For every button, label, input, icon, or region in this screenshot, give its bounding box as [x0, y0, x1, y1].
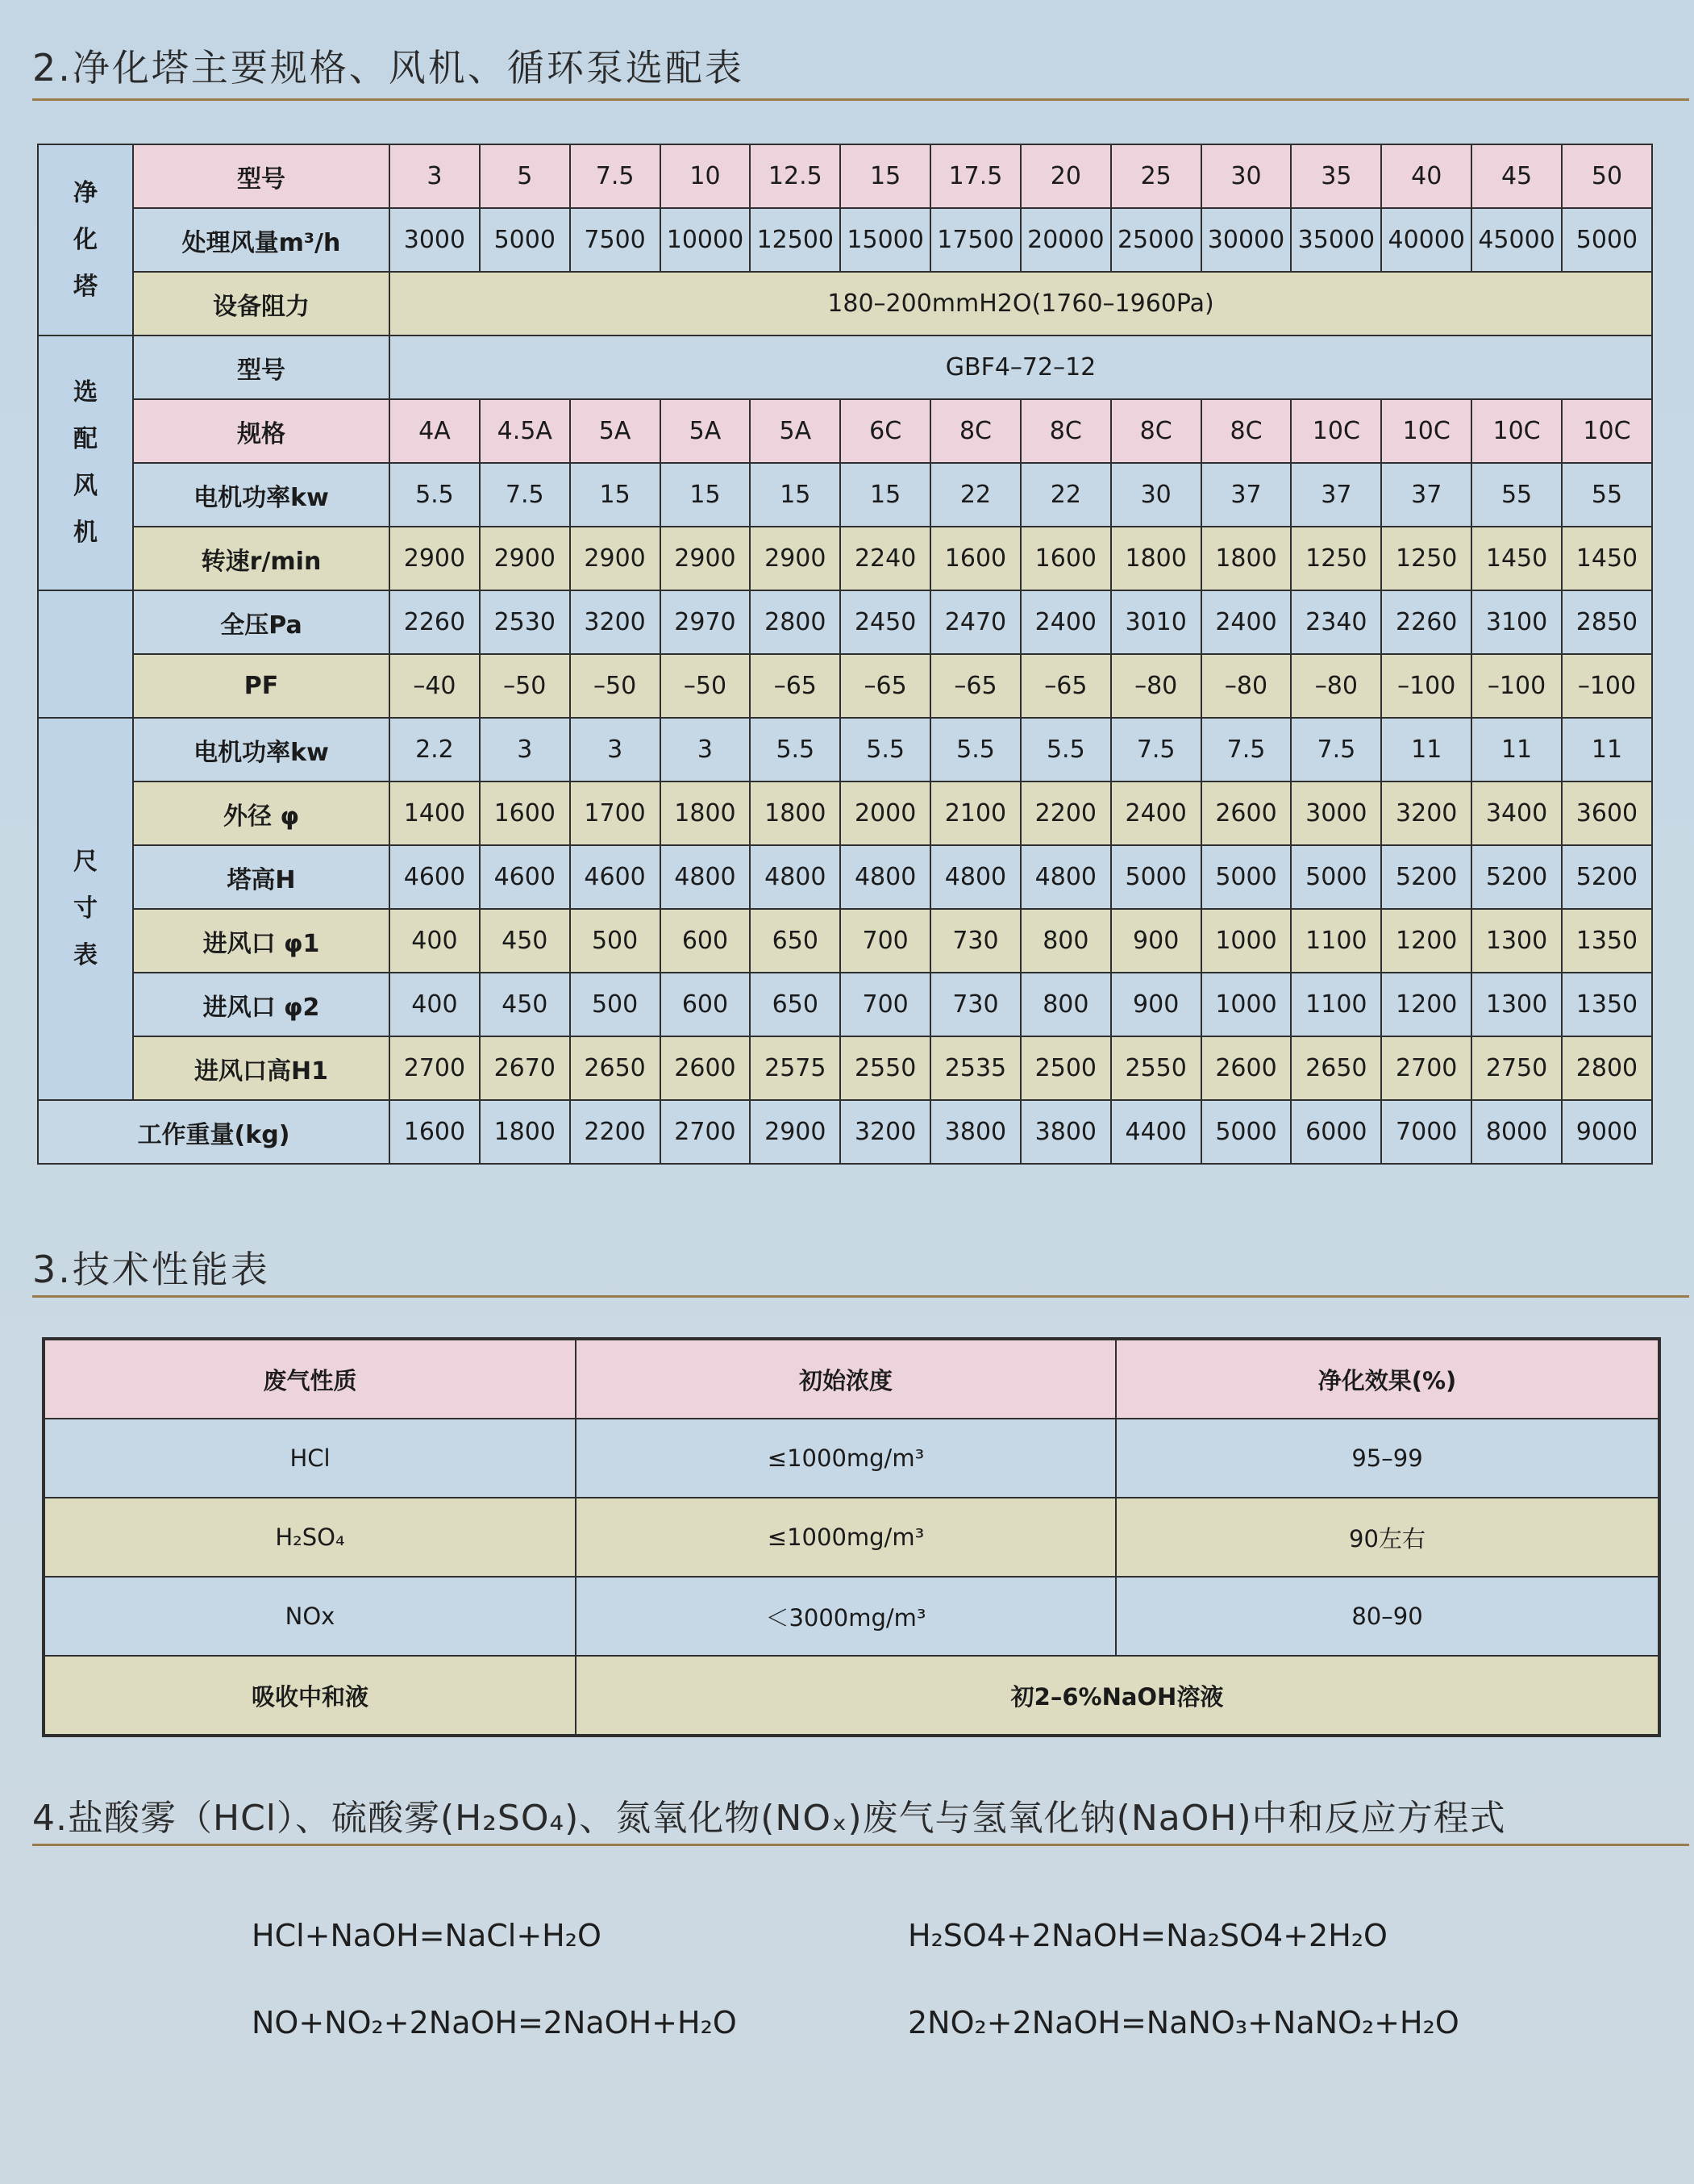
table-cell: 3100	[1471, 590, 1562, 654]
table-cell: 5000	[480, 208, 570, 272]
table-cell: 2.2	[389, 718, 480, 781]
perf-cell: H₂SO₄	[44, 1498, 576, 1577]
table-cell: 2970	[660, 590, 751, 654]
merged-value: GBF4–72–12	[389, 336, 1652, 399]
table-cell: 2900	[570, 527, 660, 590]
table-cell: 40	[1381, 144, 1471, 208]
table-cell: 5.5	[840, 718, 930, 781]
table-cell: 1800	[1201, 527, 1292, 590]
spec-row-inlet1	[38, 909, 1652, 973]
table-cell: 3	[660, 718, 751, 781]
merged-value: 180–200mmH2O(1760–1960Pa)	[389, 272, 1652, 336]
table-cell: –65	[750, 654, 840, 718]
table-cell: 17500	[930, 208, 1021, 272]
table-cell: 2500	[1021, 1036, 1111, 1100]
row-label: 型号	[133, 336, 389, 399]
table-cell: 4800	[840, 845, 930, 909]
table-cell: 2700	[389, 1036, 480, 1100]
table-cell: 22	[930, 463, 1021, 527]
table-cell: 2200	[1021, 781, 1111, 845]
row-label: 型号	[133, 144, 389, 208]
table-cell: 4600	[570, 845, 660, 909]
table-cell: 650	[750, 909, 840, 973]
table-cell: 3200	[570, 590, 660, 654]
table-cell: 800	[1021, 973, 1111, 1036]
absorb-label: 吸收中和液	[44, 1656, 576, 1736]
group-label-pump	[38, 590, 133, 718]
perf-header-row	[44, 1339, 1659, 1419]
table-cell: 5000	[1562, 208, 1652, 272]
table-cell: 2600	[1201, 781, 1292, 845]
table-cell: 3800	[1021, 1100, 1111, 1164]
spec-row-airflow	[38, 208, 1652, 272]
section-4-title: 4.盐酸雾（HCl）、硫酸雾(H₂SO₄)、氮氧化物(NOₓ)废气与氢氧化钠(NaOH)中和反应方程式	[32, 1798, 1506, 1839]
spec-table	[37, 144, 1653, 1165]
table-cell: 1800	[480, 1100, 570, 1164]
table-cell: 50	[1562, 144, 1652, 208]
table-cell: 4800	[750, 845, 840, 909]
row-label: PF	[133, 654, 389, 718]
table-cell: 2260	[389, 590, 480, 654]
table-cell: 3	[389, 144, 480, 208]
group-char: 寸	[73, 894, 98, 923]
table-cell: 5	[480, 144, 570, 208]
table-cell: 2850	[1562, 590, 1652, 654]
spec-row-inlet2	[38, 973, 1652, 1036]
table-cell: 30	[1201, 144, 1292, 208]
table-cell: 7000	[1381, 1100, 1471, 1164]
table-cell: 5A	[570, 399, 660, 463]
table-cell: 15	[840, 463, 930, 527]
equation-h2so4: H₂SO4+2NaOH=Na₂SO4+2H₂O	[908, 1918, 1388, 1953]
table-cell: 7.5	[570, 144, 660, 208]
table-cell: 800	[1021, 909, 1111, 973]
table-cell: 2000	[840, 781, 930, 845]
table-cell: 1350	[1562, 909, 1652, 973]
table-cell: –50	[660, 654, 751, 718]
table-cell: 5A	[750, 399, 840, 463]
table-cell: 450	[480, 909, 570, 973]
row-label: 进风口 φ2	[133, 973, 389, 1036]
table-cell: 25000	[1111, 208, 1201, 272]
table-cell: 1200	[1381, 973, 1471, 1036]
table-cell: 35000	[1291, 208, 1381, 272]
group-char: 化	[73, 225, 98, 254]
perf-cell: ＜3000mg/m³	[576, 1577, 1116, 1656]
table-cell: 11	[1562, 718, 1652, 781]
absorb-value: 初2–6%NaOH溶液	[576, 1656, 1659, 1736]
spec-row-pump_power	[38, 718, 1652, 781]
spec-row-weight	[38, 1100, 1652, 1164]
group-char: 风	[73, 472, 98, 500]
table-cell: 35	[1291, 144, 1381, 208]
table-cell: 3800	[930, 1100, 1021, 1164]
table-cell: 11	[1471, 718, 1562, 781]
table-cell: 3600	[1562, 781, 1652, 845]
table-cell: 2900	[750, 527, 840, 590]
table-cell: 730	[930, 909, 1021, 973]
table-cell: 10C	[1471, 399, 1562, 463]
table-cell: 6C	[840, 399, 930, 463]
row-label: 处理风量m³/h	[133, 208, 389, 272]
table-cell: 37	[1201, 463, 1292, 527]
table-cell: 1100	[1291, 909, 1381, 973]
table-cell: 600	[660, 973, 751, 1036]
perf-row	[44, 1577, 1659, 1656]
table-cell: 700	[840, 909, 930, 973]
table-cell: 4800	[660, 845, 751, 909]
table-cell: –100	[1562, 654, 1652, 718]
table-cell: –100	[1471, 654, 1562, 718]
table-cell: 10C	[1381, 399, 1471, 463]
equation-no2: 2NO₂+2NaOH=NaNO₃+NaNO₂+H₂O	[908, 2005, 1459, 2040]
table-cell: 5.5	[389, 463, 480, 527]
table-cell: 1600	[480, 781, 570, 845]
row-label: 工作重量(kg)	[38, 1100, 389, 1164]
table-cell: 5000	[1201, 1100, 1292, 1164]
table-cell: –40	[389, 654, 480, 718]
spec-row-pf	[38, 654, 1652, 718]
table-cell: 15	[660, 463, 751, 527]
group-char: 净	[73, 178, 98, 207]
table-cell: 5.5	[750, 718, 840, 781]
table-cell: 5.5	[930, 718, 1021, 781]
table-cell: 22	[1021, 463, 1111, 527]
table-cell: 2400	[1201, 590, 1292, 654]
table-cell: 2700	[1381, 1036, 1471, 1100]
table-cell: 8000	[1471, 1100, 1562, 1164]
table-cell: 2535	[930, 1036, 1021, 1100]
table-cell: 20	[1021, 144, 1111, 208]
table-cell: 17.5	[930, 144, 1021, 208]
table-cell: 11	[1381, 718, 1471, 781]
table-cell: 2900	[480, 527, 570, 590]
group-char: 塔	[73, 272, 98, 301]
table-cell: 3200	[840, 1100, 930, 1164]
table-cell: 12500	[750, 208, 840, 272]
table-cell: 500	[570, 973, 660, 1036]
perf-cell: NOx	[44, 1577, 576, 1656]
perf-header-cell: 初始浓度	[576, 1339, 1116, 1419]
group-label-fan	[38, 336, 133, 590]
table-cell: 1000	[1201, 909, 1292, 973]
row-label: 电机功率kw	[133, 718, 389, 781]
table-cell: 2470	[930, 590, 1021, 654]
table-cell: 15	[840, 144, 930, 208]
table-cell: 10000	[660, 208, 751, 272]
table-cell: 2400	[1021, 590, 1111, 654]
table-cell: 9000	[1562, 1100, 1652, 1164]
table-cell: 10C	[1291, 399, 1381, 463]
table-cell: 7.5	[480, 463, 570, 527]
table-cell: –50	[480, 654, 570, 718]
table-cell: 730	[930, 973, 1021, 1036]
table-cell: 45000	[1471, 208, 1562, 272]
table-cell: 15000	[840, 208, 930, 272]
section-2-title: 2.净化塔主要规格、风机、循环泵选配表	[32, 46, 744, 90]
table-cell: 8C	[1201, 399, 1292, 463]
table-cell: 500	[570, 909, 660, 973]
table-cell: 2400	[1111, 781, 1201, 845]
section-2-rule	[32, 98, 1689, 101]
table-cell: 2600	[660, 1036, 751, 1100]
spec-row-height	[38, 845, 1652, 909]
table-cell: 2550	[1111, 1036, 1201, 1100]
table-cell: 1800	[1111, 527, 1201, 590]
table-cell: 1100	[1291, 973, 1381, 1036]
spec-row-fan_spec	[38, 399, 1652, 463]
row-label: 规格	[133, 399, 389, 463]
table-cell: 7500	[570, 208, 660, 272]
table-cell: 4600	[389, 845, 480, 909]
table-cell: 5.5	[1021, 718, 1111, 781]
table-cell: –100	[1381, 654, 1471, 718]
table-cell: 400	[389, 973, 480, 1036]
table-cell: 4400	[1111, 1100, 1201, 1164]
table-cell: 2900	[660, 527, 751, 590]
table-cell: 10	[660, 144, 751, 208]
table-cell: 4.5A	[480, 399, 570, 463]
table-cell: 7.5	[1111, 718, 1201, 781]
table-cell: 3400	[1471, 781, 1562, 845]
table-cell: 3000	[1291, 781, 1381, 845]
perf-cell: ≤1000mg/m³	[576, 1419, 1116, 1498]
row-label: 电机功率kw	[133, 463, 389, 527]
table-cell: 650	[750, 973, 840, 1036]
perf-cell: 80–90	[1116, 1577, 1659, 1656]
table-cell: 1300	[1471, 909, 1562, 973]
table-cell: –65	[1021, 654, 1111, 718]
perf-cell: HCl	[44, 1419, 576, 1498]
table-cell: 450	[480, 973, 570, 1036]
table-cell: 1450	[1471, 527, 1562, 590]
table-cell: 2800	[750, 590, 840, 654]
perf-cell: 90左右	[1116, 1498, 1659, 1577]
table-cell: 45	[1471, 144, 1562, 208]
table-cell: 5200	[1562, 845, 1652, 909]
table-cell: –80	[1111, 654, 1201, 718]
table-cell: 2670	[480, 1036, 570, 1100]
table-cell: 37	[1291, 463, 1381, 527]
table-cell: 4800	[1021, 845, 1111, 909]
table-cell: 15	[750, 463, 840, 527]
spec-row-pressure	[38, 590, 1652, 654]
table-cell: 2340	[1291, 590, 1381, 654]
table-cell: 2750	[1471, 1036, 1562, 1100]
row-label: 塔高H	[133, 845, 389, 909]
table-cell: 30	[1111, 463, 1201, 527]
table-cell: 1000	[1201, 973, 1292, 1036]
table-cell: 5000	[1111, 845, 1201, 909]
spec-row-inlet_h	[38, 1036, 1652, 1100]
table-cell: 8C	[1021, 399, 1111, 463]
table-cell: 15	[570, 463, 660, 527]
table-cell: 4A	[389, 399, 480, 463]
table-cell: 20000	[1021, 208, 1111, 272]
table-cell: 5000	[1201, 845, 1292, 909]
perf-absorb-row	[44, 1656, 1659, 1736]
table-cell: 1250	[1381, 527, 1471, 590]
performance-table	[42, 1337, 1661, 1737]
perf-row	[44, 1419, 1659, 1498]
table-cell: 1300	[1471, 973, 1562, 1036]
table-cell: 2450	[840, 590, 930, 654]
perf-header-cell: 废气性质	[44, 1339, 576, 1419]
table-cell: 2800	[1562, 1036, 1652, 1100]
table-cell: 1600	[1021, 527, 1111, 590]
table-cell: 3	[480, 718, 570, 781]
table-cell: –80	[1201, 654, 1292, 718]
spec-row-resistance	[38, 272, 1652, 336]
table-cell: 3200	[1381, 781, 1471, 845]
row-label: 全压Pa	[133, 590, 389, 654]
table-cell: –65	[840, 654, 930, 718]
row-label: 设备阻力	[133, 272, 389, 336]
table-cell: 10C	[1562, 399, 1652, 463]
table-cell: 8C	[1111, 399, 1201, 463]
spec-row-fan_model	[38, 336, 1652, 399]
row-label: 进风口高H1	[133, 1036, 389, 1100]
table-cell: 1600	[930, 527, 1021, 590]
table-cell: 700	[840, 973, 930, 1036]
table-cell: 2650	[1291, 1036, 1381, 1100]
section-3-rule	[32, 1295, 1689, 1298]
table-cell: 3	[570, 718, 660, 781]
table-cell: 5200	[1381, 845, 1471, 909]
perf-cell: 95–99	[1116, 1419, 1659, 1498]
table-cell: 1600	[389, 1100, 480, 1164]
table-cell: 3000	[389, 208, 480, 272]
row-label: 转速r/min	[133, 527, 389, 590]
table-cell: 1250	[1291, 527, 1381, 590]
table-cell: –50	[570, 654, 660, 718]
spec-row-model	[38, 144, 1652, 208]
perf-header-cell: 净化效果(%)	[1116, 1339, 1659, 1419]
perf-cell: ≤1000mg/m³	[576, 1498, 1116, 1577]
table-cell: 5A	[660, 399, 751, 463]
table-cell: 2200	[570, 1100, 660, 1164]
table-cell: 1400	[389, 781, 480, 845]
table-cell: 12.5	[750, 144, 840, 208]
table-cell: 1700	[570, 781, 660, 845]
group-char: 配	[73, 425, 98, 453]
table-cell: 2550	[840, 1036, 930, 1100]
group-label-tower	[38, 144, 133, 336]
equation-no: NO+NO₂+2NaOH=2NaOH+H₂O	[252, 2005, 737, 2040]
group-char: 选	[73, 378, 98, 406]
table-cell: –65	[930, 654, 1021, 718]
table-cell: 900	[1111, 973, 1201, 1036]
table-cell: 40000	[1381, 208, 1471, 272]
table-cell: 1800	[660, 781, 751, 845]
table-cell: 55	[1562, 463, 1652, 527]
group-char: 尺	[73, 848, 98, 876]
table-cell: 25	[1111, 144, 1201, 208]
table-cell: 2600	[1201, 1036, 1292, 1100]
table-cell: 30000	[1201, 208, 1292, 272]
table-cell: 7.5	[1291, 718, 1381, 781]
table-cell: 600	[660, 909, 751, 973]
group-char: 机	[73, 519, 98, 547]
section-3-title: 3.技术性能表	[32, 1248, 270, 1291]
table-cell: 2650	[570, 1036, 660, 1100]
table-cell: 8C	[930, 399, 1021, 463]
section-4-rule	[32, 1844, 1689, 1846]
perf-row	[44, 1498, 1659, 1577]
table-cell: 2260	[1381, 590, 1471, 654]
table-cell: 1800	[750, 781, 840, 845]
group-label-size	[38, 718, 133, 1100]
spec-row-fan_power	[38, 463, 1652, 527]
group-char: 表	[73, 941, 98, 969]
table-cell: 2240	[840, 527, 930, 590]
table-cell: 55	[1471, 463, 1562, 527]
table-cell: 3010	[1111, 590, 1201, 654]
table-cell: 2100	[930, 781, 1021, 845]
table-cell: 2900	[389, 527, 480, 590]
table-cell: 1350	[1562, 973, 1652, 1036]
table-cell: 2530	[480, 590, 570, 654]
table-cell: –80	[1291, 654, 1381, 718]
table-cell: 6000	[1291, 1100, 1381, 1164]
table-cell: 5000	[1291, 845, 1381, 909]
table-cell: 2900	[750, 1100, 840, 1164]
spec-row-speed	[38, 527, 1652, 590]
table-cell: 7.5	[1201, 718, 1292, 781]
equation-hcl: HCl+NaOH=NaCl+H₂O	[252, 1918, 601, 1953]
table-cell: 4800	[930, 845, 1021, 909]
table-cell: 37	[1381, 463, 1471, 527]
table-cell: 2700	[660, 1100, 751, 1164]
table-cell: 900	[1111, 909, 1201, 973]
spec-row-diameter	[38, 781, 1652, 845]
row-label: 进风口 φ1	[133, 909, 389, 973]
table-cell: 2575	[750, 1036, 840, 1100]
table-cell: 1200	[1381, 909, 1471, 973]
table-cell: 5200	[1471, 845, 1562, 909]
table-cell: 400	[389, 909, 480, 973]
table-cell: 1450	[1562, 527, 1652, 590]
row-label: 外径 φ	[133, 781, 389, 845]
table-cell: 4600	[480, 845, 570, 909]
